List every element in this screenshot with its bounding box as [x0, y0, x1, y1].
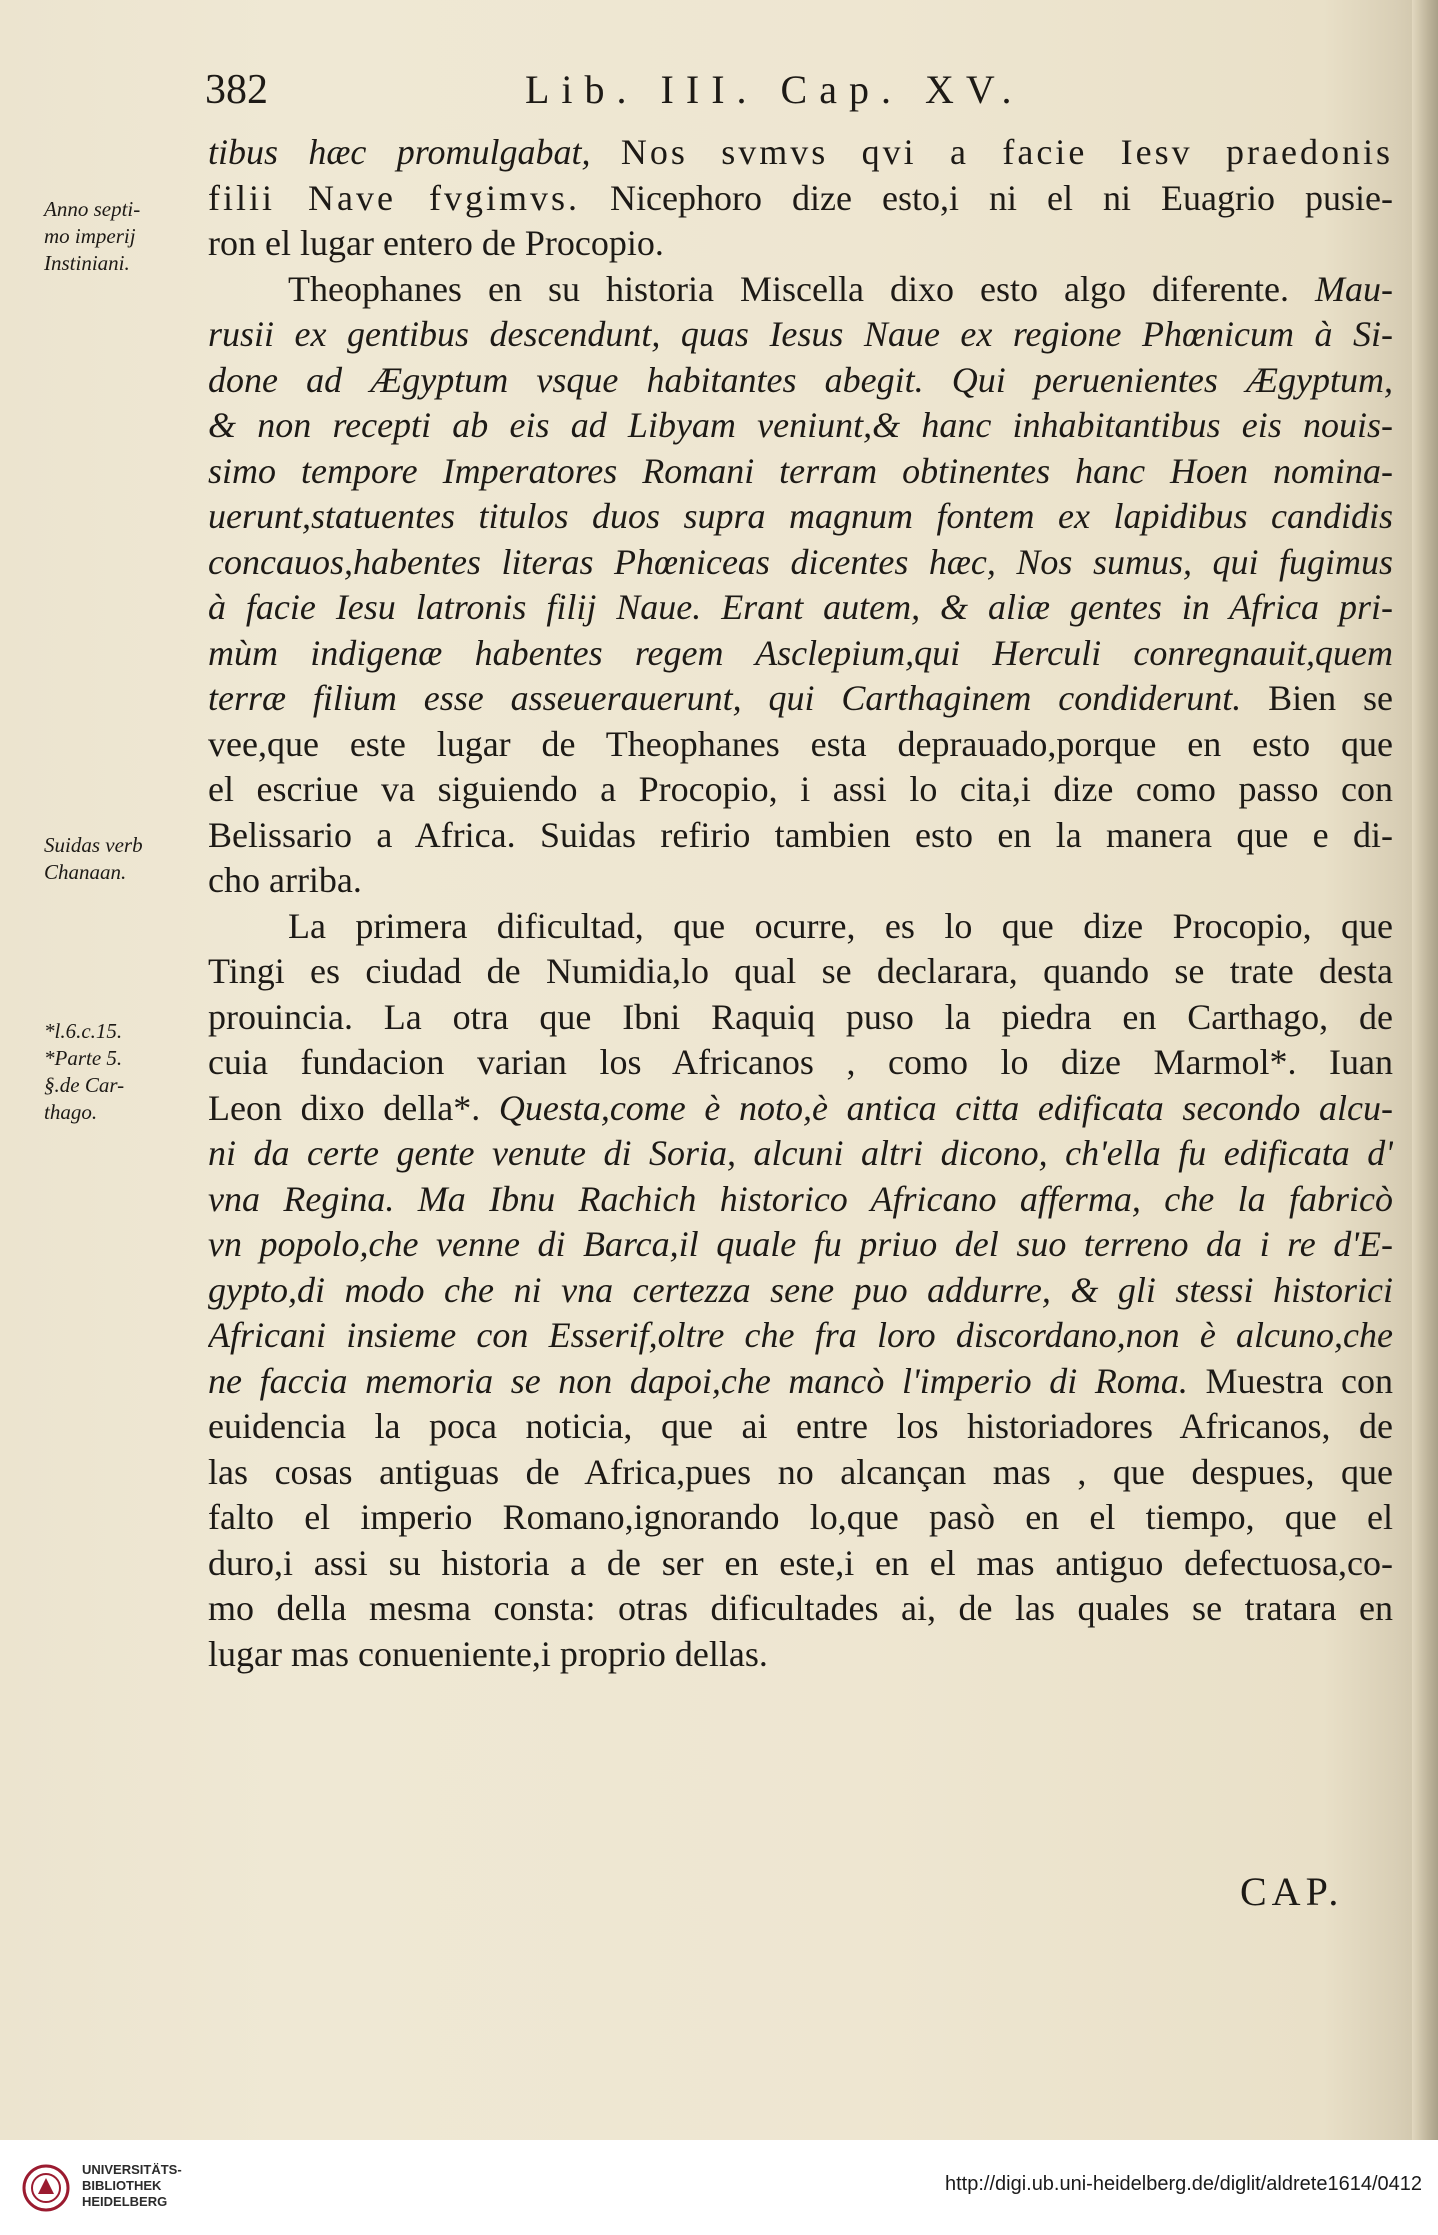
text-segment: ne faccia memoria se non dapoi,che mancò l'imperio di Roma. [208, 1360, 1188, 1401]
text-line [208, 904, 1393, 950]
institution-line: BIBLIOTHEK [82, 2178, 162, 2193]
running-title: Lib. III. Cap. XV. [525, 67, 1024, 112]
text-segment: Africani insieme con Esserif,oltre che fra loro discordano,non è alcuno,che [208, 1315, 1393, 1355]
text-segment: à facie Iesu latronis filij Naue. Erant autem, & aliæ gentes in Africa pri- [208, 587, 1393, 627]
text-line [208, 449, 1393, 495]
text-line [208, 949, 1393, 995]
text-line [208, 1586, 1393, 1632]
text-line [208, 1450, 1393, 1496]
text-segment: cuia fundacion varian los Africanos , como lo dize Marmol*. Iuan [208, 1042, 1393, 1082]
margin-note [44, 1018, 124, 1126]
text-segment: prouincia. La otra que Ibni Raquiq puso la piedra en Carthago, de [208, 996, 1393, 1037]
margin-note-line: *Parte 5. [44, 1046, 123, 1070]
text-line [208, 1268, 1393, 1314]
text-line [208, 995, 1393, 1041]
text-line [208, 722, 1393, 768]
text-line [208, 631, 1393, 677]
text-line [208, 540, 1393, 586]
text-segment: terræ filium esse asseuerauerunt, qui Carthaginem condiderunt. [208, 678, 1242, 718]
folio-number: 382 [205, 67, 268, 113]
text-segment: vee,que este lugar de Theophanes esta deprauado,porque en esto que [208, 723, 1393, 764]
text-line [208, 1040, 1393, 1086]
text-line [208, 494, 1393, 540]
page-edge-shadow [1412, 0, 1438, 2140]
text-line [208, 1495, 1393, 1541]
body-text [208, 130, 1393, 1677]
text-segment: rusii ex gentibus descendunt, quas Iesus Naue ex regione Phœnicum à Si- [208, 314, 1393, 354]
text-segment: mo della mesma consta: otras dificultades ai, de las quales se tratara en [208, 1588, 1393, 1628]
text-segment: las cosas antiguas de Africa,pues no alcançan mas , que despues, que [208, 1451, 1393, 1492]
text-segment: gypto,di modo che ni vna certezza sene puo addurre, & gli stessi historici [208, 1269, 1393, 1310]
university-seal-icon [22, 2164, 70, 2212]
text-segment: Tingi es ciudad de Numidia,lo qual se declarara, quando se trate desta [208, 951, 1393, 991]
institution-name [82, 2162, 182, 2210]
margin-note-line: Instiniani. [44, 251, 130, 275]
text-line [208, 267, 1393, 313]
text-segment: concauos,habentes literas Phœniceas dicentes hæc, Nos sumus, qui fugimus [208, 541, 1393, 582]
permalink-url[interactable]: http://digi.ub.uni-heidelberg.de/diglit/aldrete1614/0412 [944, 2173, 1422, 2195]
text-line [208, 1359, 1393, 1405]
text-line [208, 585, 1393, 631]
text-segment: cho arriba. [208, 860, 362, 900]
text-segment: Theophanes en su historia Miscella dixo esto algo diferente. [288, 268, 1316, 309]
text-segment: ni da certe gente venute di Soria, alcuni altri dicono, ch'ella fu edificata d' [208, 1133, 1393, 1173]
text-line [208, 1632, 1393, 1678]
text-line [208, 1222, 1393, 1268]
text-line [208, 767, 1393, 813]
text-segment: Muestra con [1187, 1360, 1393, 1401]
text-segment: el escriue va siguiendo a Procopio, i assi lo cita,i dize como passo con [208, 769, 1393, 809]
text-line [208, 1086, 1393, 1132]
text-segment: vna Regina. Ma Ibnu Rachich historico Africano afferma, che la fabricò [208, 1178, 1393, 1219]
text-line [208, 130, 1393, 176]
text-line [208, 676, 1393, 722]
text-segment: Bien se [1241, 678, 1393, 718]
text-segment: done ad Ægyptum vsque habitantes abegit. Qui peruenientes Ægyptum, [208, 359, 1393, 400]
text-line [208, 1313, 1393, 1359]
text-segment: vn popolo,che venne di Barca,il quale fu priuo del suo terreno da i re d'E- [208, 1224, 1393, 1264]
text-segment: mùm indigenæ habentes regem Asclepium,qui Herculi conregnauit,quem [208, 632, 1393, 673]
text-line [208, 813, 1393, 859]
text-line [208, 1131, 1393, 1177]
margin-note [44, 196, 140, 277]
text-line [208, 403, 1393, 449]
text-segment: Nos svmvs qvi a facie Iesv praedonis [620, 132, 1393, 172]
text-line [208, 176, 1393, 222]
text-segment: ron el lugar entero de Procopio. [208, 223, 664, 263]
text-line [208, 858, 1393, 904]
text-segment: & non recepti ab eis ad Libyam veniunt,& hanc inhabitantibus eis nouis- [208, 405, 1393, 445]
text-segment: uerunt,statuentes titulos duos supra magnum fontem ex lapidibus candidis [208, 496, 1393, 536]
footer-bar [0, 2140, 1438, 2235]
margin-note-line: *l.6.c.15. [44, 1019, 123, 1043]
margin-note-line: Chanaan. [44, 860, 127, 884]
text-line [208, 312, 1393, 358]
margin-note-line: mo imperij [44, 224, 136, 248]
margin-note-line: thago. [44, 1100, 98, 1124]
text-segment: simo tempore Imperatores Romani terram obtinentes hanc Hoen nomina- [208, 450, 1393, 491]
text-segment: tibus hæc promulgabat, [208, 132, 621, 172]
text-line [208, 221, 1393, 267]
catchword: CAP. [1240, 1869, 1344, 1914]
text-line [208, 1177, 1393, 1223]
text-line [208, 1541, 1393, 1587]
text-segment: La primera dificultad, que ocurre, es lo que dize Procopio, que [288, 905, 1393, 946]
text-segment: lugar mas conueniente,i proprio dellas. [208, 1633, 768, 1674]
text-segment: Belissario a Africa. Suidas refirio tambien esto en la manera que e di- [208, 814, 1393, 855]
institution-line: UNIVERSITÄTS- [82, 2162, 182, 2177]
running-head [205, 66, 1385, 116]
margin-note-line: Suidas verb [44, 833, 143, 857]
text-segment: Mau- [1315, 268, 1393, 309]
text-segment: falto el imperio Romano,ignorando lo,que pasò en el tiempo, que el [208, 1497, 1393, 1537]
text-segment: duro,i assi su historia a de ser en este,i en el mas antiguo defectuosa,co- [208, 1542, 1393, 1583]
text-segment: Questa,come è noto,è antica citta edificata secondo alcu- [498, 1087, 1393, 1128]
text-segment: filii Nave fvgimvs. [208, 177, 580, 218]
text-line [208, 358, 1393, 404]
text-line [208, 1404, 1393, 1450]
text-segment: Leon dixo della*. [208, 1087, 499, 1128]
margin-note [44, 832, 143, 886]
text-segment: euidencia la poca noticia, que ai entre los historiadores Africanos, de [208, 1406, 1393, 1446]
margin-note-line: §.de Car- [44, 1073, 125, 1097]
margin-note-line: Anno septi- [44, 197, 141, 221]
institution-line: HEIDELBERG [82, 2194, 168, 2209]
text-segment: Nicephoro dize esto,i ni el ni Euagrio pusie- [580, 177, 1393, 218]
